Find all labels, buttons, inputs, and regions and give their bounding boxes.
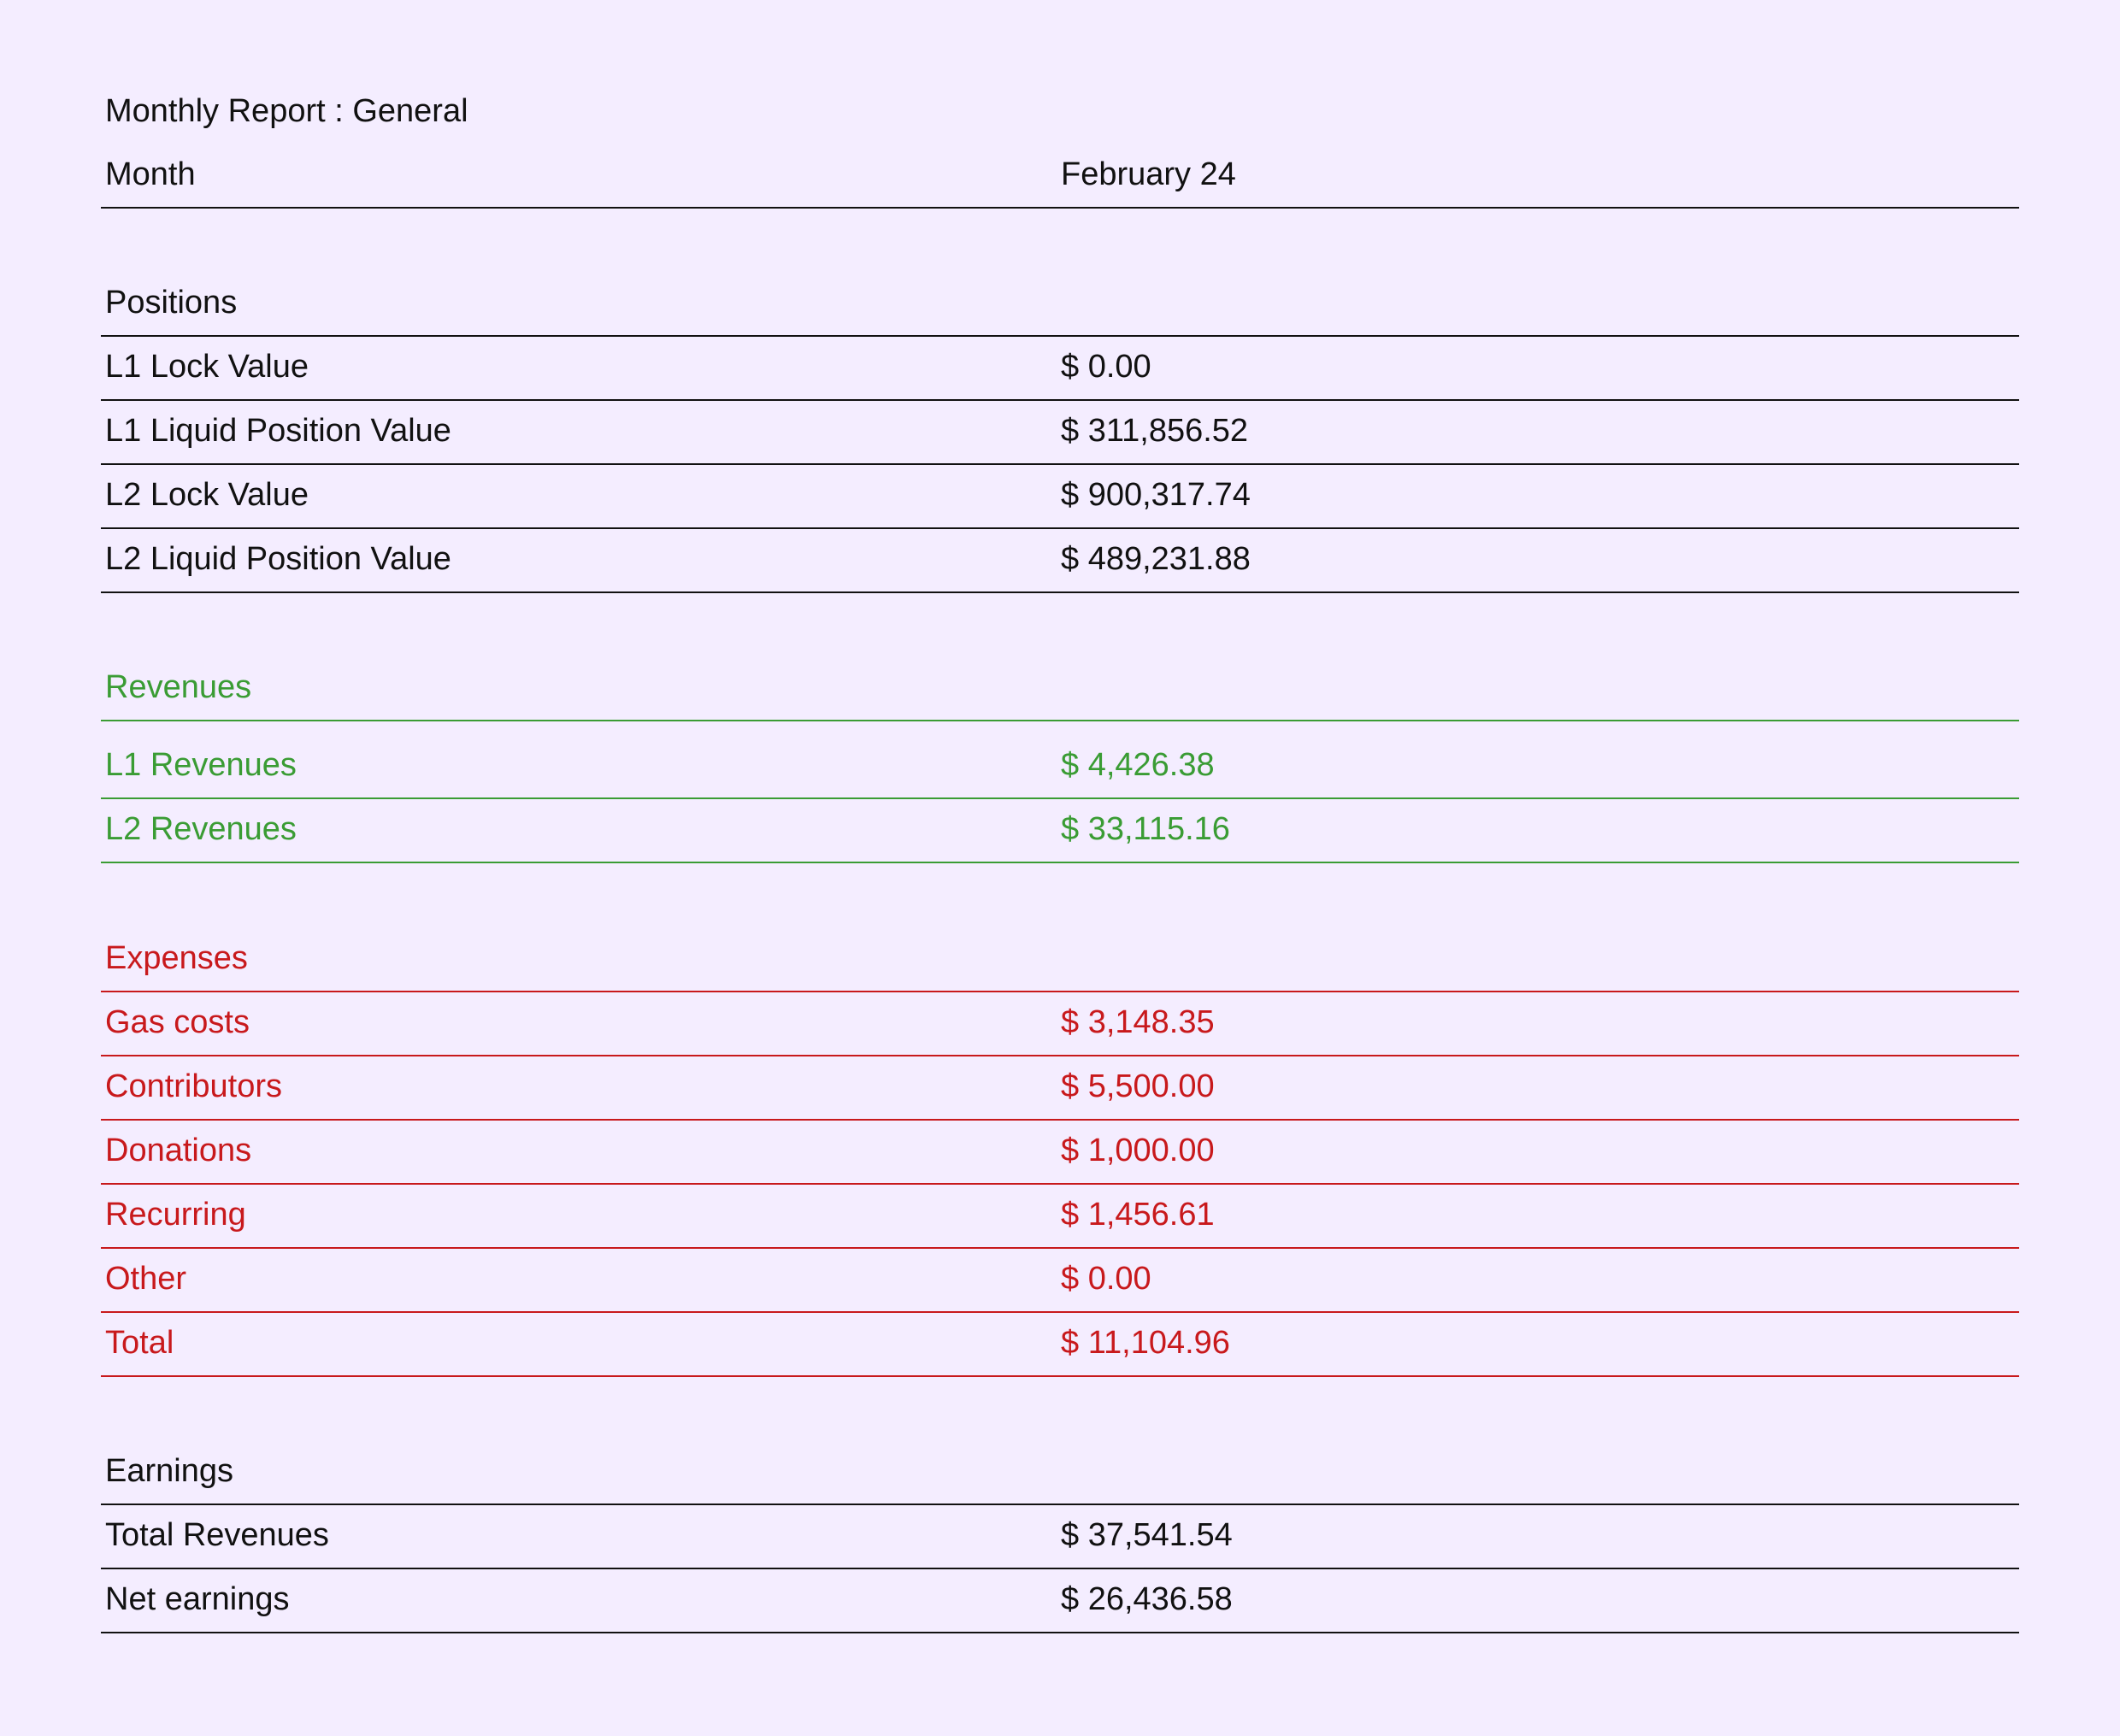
positions-section [101,273,2019,593]
positions-heading-text: Positions [105,285,238,321]
table-row [101,529,2019,593]
table-row [101,465,2019,529]
expenses-heading-text: Expenses [105,940,248,976]
month-row [101,144,2019,209]
table-row [101,1056,2019,1121]
revenues-section [101,657,2019,863]
earnings-heading [101,1441,2019,1505]
row-label: L2 Lock Value [105,477,309,513]
row-label: Total Revenues [105,1517,329,1553]
table-row [101,1505,2019,1569]
row-value: $ 900,317.74 [1061,477,1251,513]
row-value: $ 11,104.96 [1061,1325,1230,1361]
table-row [101,1569,2019,1633]
table-row [101,992,2019,1056]
table-row [101,401,2019,465]
revenues-heading [101,657,2019,721]
row-label: L1 Revenues [105,747,297,783]
row-value: $ 37,541.54 [1061,1517,1233,1553]
earnings-section [101,1441,2019,1633]
row-value: $ 0.00 [1061,1261,1151,1297]
table-row-total [101,1313,2019,1377]
table-row [101,799,2019,863]
row-label: L2 Revenues [105,811,297,847]
row-value: $ 26,436.58 [1061,1581,1233,1617]
row-value: $ 5,500.00 [1061,1068,1215,1104]
row-value: $ 4,426.38 [1061,747,1215,783]
row-label: Contributors [105,1068,282,1104]
expenses-heading [101,928,2019,992]
row-label: L1 Lock Value [105,349,309,385]
row-label: Net earnings [105,1581,290,1617]
revenues-heading-text: Revenues [105,669,252,705]
earnings-heading-text: Earnings [105,1453,233,1489]
row-value: $ 33,115.16 [1061,811,1230,847]
month-section [101,144,2019,209]
row-value: $ 3,148.35 [1061,1004,1215,1040]
row-value: $ 1,456.61 [1061,1197,1215,1233]
month-label: Month [105,156,196,192]
row-label: L2 Liquid Position Value [105,541,451,577]
row-value: $ 1,000.00 [1061,1133,1215,1168]
row-value: $ 311,856.52 [1061,413,1249,449]
expenses-section [101,928,2019,1377]
table-row [101,337,2019,401]
report-title: Monthly Report : General [105,93,468,129]
row-value: $ 489,231.88 [1061,541,1251,577]
table-row [101,1185,2019,1249]
row-label: L1 Liquid Position Value [105,413,451,449]
row-label: Total [105,1325,174,1361]
row-label: Other [105,1261,187,1297]
row-label: Gas costs [105,1004,250,1040]
row-label: Donations [105,1133,252,1168]
month-value: February 24 [1061,156,1236,192]
table-row [101,1121,2019,1185]
table-row [101,1249,2019,1313]
row-label: Recurring [105,1197,246,1233]
positions-heading [101,273,2019,337]
table-row [101,721,2019,799]
row-value: $ 0.00 [1061,349,1151,385]
